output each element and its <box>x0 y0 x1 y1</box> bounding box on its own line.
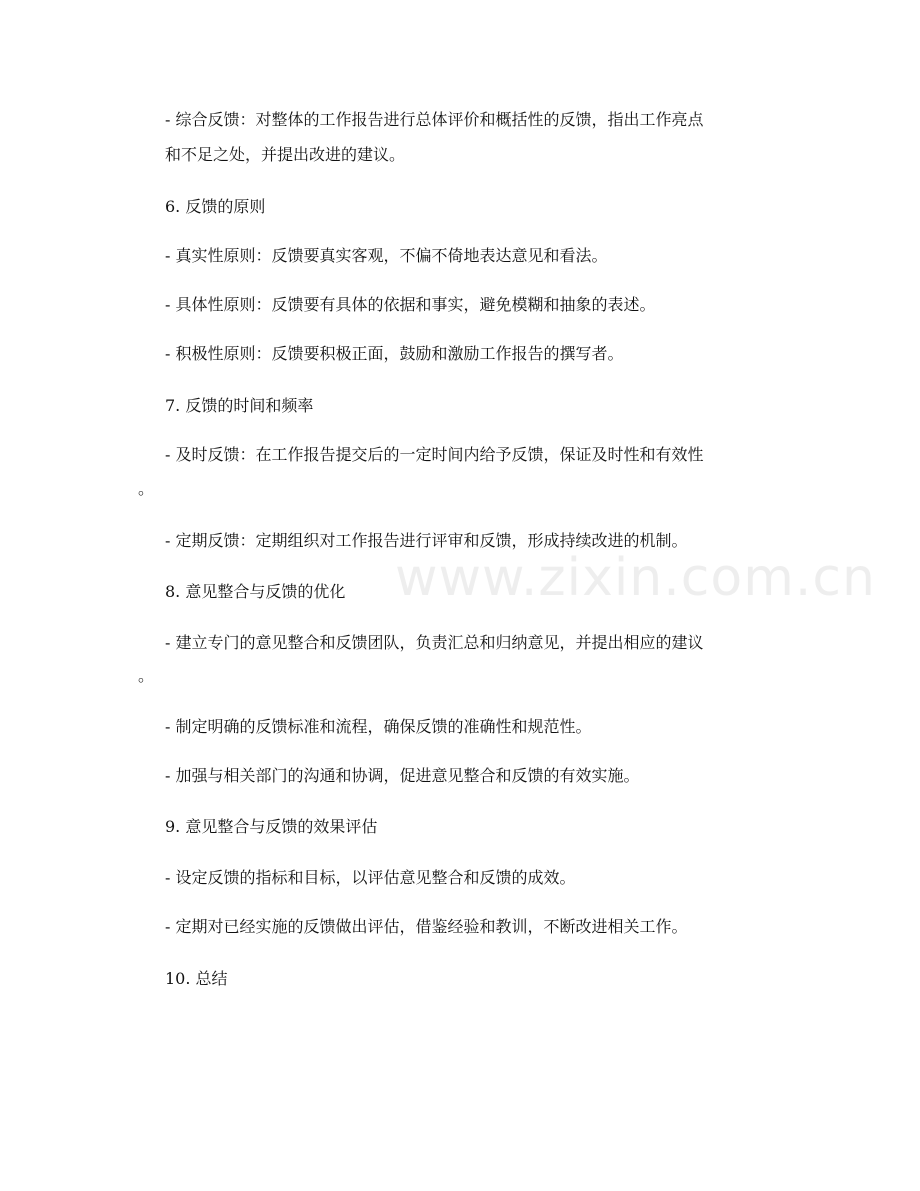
section-heading-8: 8. 意见整合与反馈的优化 <box>165 582 346 601</box>
list-item: - 积极性原则：反馈要积极正面，鼓励和激励工作报告的撰写者。 <box>165 344 624 363</box>
list-item: - 加强与相关部门的沟通和协调，促进意见整合和反馈的有效实施。 <box>165 766 640 785</box>
section-heading-7: 7. 反馈的时间和频率 <box>165 396 314 415</box>
list-item: - 制定明确的反馈标准和流程，确保反馈的准确性和规范性。 <box>165 717 592 736</box>
list-item-wrap: 。 <box>138 479 155 498</box>
list-item-wrap: 。 <box>138 666 155 685</box>
list-item: - 定期反馈：定期组织对工作报告进行评审和反馈，形成持续改进的机制。 <box>165 531 688 550</box>
list-item: - 设定反馈的指标和目标，以评估意见整合和反馈的成效。 <box>165 868 576 887</box>
list-item: - 及时反馈：在工作报告提交后的一定时间内给予反馈，保证及时性和有效性 <box>165 445 704 464</box>
list-item: - 具体性原则：反馈要有具体的依据和事实，避免模糊和抽象的表述。 <box>165 295 656 314</box>
list-item: - 建立专门的意见整合和反馈团队，负责汇总和归纳意见，并提出相应的建议 <box>165 633 704 652</box>
list-item: - 真实性原则：反馈要真实客观，不偏不倚地表达意见和看法。 <box>165 246 608 265</box>
section-heading-6: 6. 反馈的原则 <box>165 197 266 216</box>
paragraph-continuation: 和不足之处，并提出改进的建议。 <box>165 145 406 164</box>
paragraph-comprehensive-feedback: - 综合反馈：对整体的工作报告进行总体评价和概括性的反馈，指出工作亮点 <box>165 110 704 129</box>
list-item: - 定期对已经实施的反馈做出评估，借鉴经验和教训，不断改进相关工作。 <box>165 917 688 936</box>
watermark: www.zixin.com.cn <box>395 548 876 608</box>
section-heading-9: 9. 意见整合与反馈的效果评估 <box>165 817 378 836</box>
section-heading-10: 10. 总结 <box>165 969 228 988</box>
